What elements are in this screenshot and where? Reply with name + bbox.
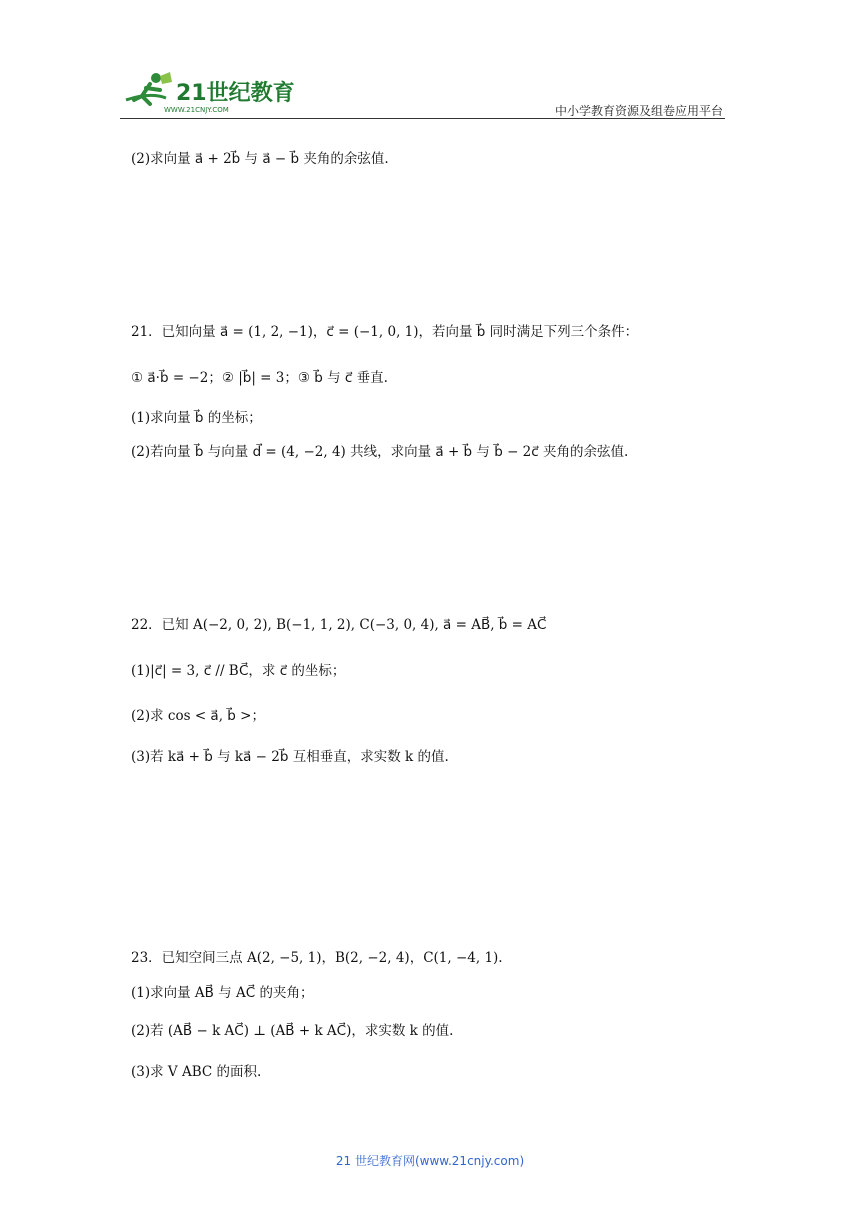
q22-stem: 22．已知 A(−2, 0, 2), B(−1, 1, 2), C(−3, 0, 4), a⃗ = AB⃗, b⃗ = AC⃗ bbox=[131, 617, 547, 633]
q22-part2: (2)求 cos < a⃗, b⃗ >； bbox=[131, 708, 265, 724]
q23-part3: (3)求 V ABC 的面积. bbox=[131, 1064, 262, 1080]
q22-part3: (3)若 ka⃗ + b⃗ 与 ka⃗ − 2b⃗ 互相垂直，求实数 k 的值. bbox=[131, 749, 449, 765]
svg-text:21世纪教育: 21世纪教育 bbox=[176, 81, 295, 106]
q23-part1: (1)求向量 AB⃗ 与 AC⃗ 的夹角； bbox=[131, 985, 314, 1001]
q23-part2: (2)若 (AB⃗ − k AC⃗) ⊥ (AB⃗ + k AC⃗)，求实数 k 的值. bbox=[131, 1023, 454, 1039]
platform-label: 中小学教育资源及组卷应用平台 bbox=[554, 104, 723, 118]
q20-part2: (2)求向量 a⃗ + 2b⃗ 与 a⃗ − b⃗ 夹角的余弦值. bbox=[131, 151, 389, 167]
logo-21cnjy bbox=[120, 70, 300, 116]
footer-link[interactable]: 21 世纪教育网(www.21cnjy.com) bbox=[335, 1154, 525, 1168]
q23-stem: 23．已知空间三点 A(2, −5, 1)，B(2, −2, 4)，C(1, −4, 1). bbox=[131, 950, 503, 966]
q21-stem: 21．已知向量 a⃗ = (1, 2, −1)，c⃗ = (−1, 0, 1)，若向量 b⃗ 同时满足下列三个条件： bbox=[131, 324, 639, 340]
q22-part1: (1)|c⃗| = 3, c⃗ // BC⃗，求 c⃗ 的坐标； bbox=[131, 663, 346, 679]
q21-part2: (2)若向量 b⃗ 与向量 d⃗ = (4, −2, 4) 共线，求向量 a⃗ + b⃗ 与 b⃗ − 2c⃗ 夹角的余弦值. bbox=[131, 444, 629, 460]
q21-conditions: ① a⃗·b⃗ = −2；② |b⃗| = 3；③ b⃗ 与 c⃗ 垂直. bbox=[131, 370, 388, 386]
page-header bbox=[120, 66, 725, 120]
header-divider bbox=[120, 118, 725, 119]
svg-text:WWW.21CNJY.COM: WWW.21CNJY.COM bbox=[164, 106, 229, 114]
q21-part1: (1)求向量 b⃗ 的坐标； bbox=[131, 410, 262, 426]
